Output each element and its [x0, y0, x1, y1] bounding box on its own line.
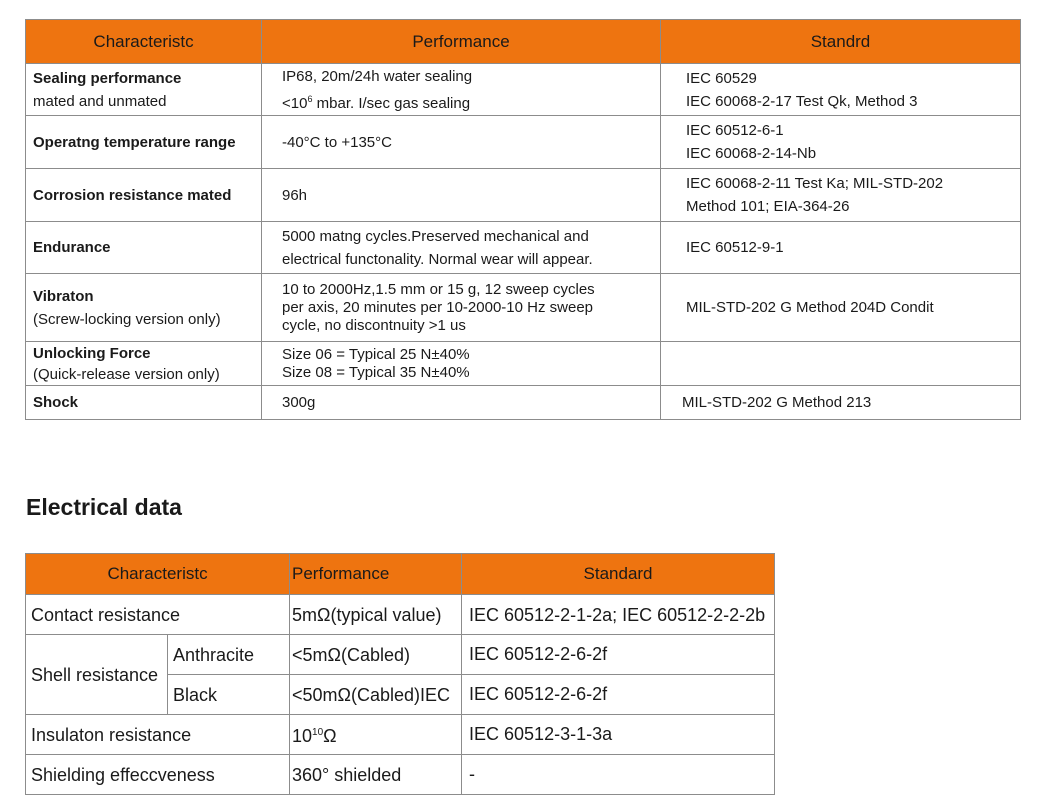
performance-line: 96h — [282, 186, 308, 204]
table-row — [26, 386, 1021, 420]
performance-line: per axis, 20 minutes per 10-2000-10 Hz sweep — [282, 298, 594, 316]
standard-cell: IEC 60512-3-1-3a — [462, 715, 775, 755]
standard-cell — [661, 116, 1021, 169]
table-row — [26, 755, 775, 795]
standard-cell — [661, 64, 1021, 116]
performance-line: 10 to 2000Hz,1.5 mm or 15 g, 12 sweep cycles — [282, 280, 595, 298]
performance-cell — [262, 222, 661, 274]
performance-line: Size 06 = Typical 25 N±40% — [282, 345, 470, 363]
standard-line: IEC 60512-6-1 — [686, 122, 784, 139]
characteristic-cell: Shielding effeccveness — [26, 755, 290, 795]
header-standard: Standard — [462, 554, 775, 595]
characteristic-cell — [26, 274, 262, 342]
performance-cell — [262, 342, 661, 386]
characteristic-name: Shock — [33, 394, 79, 411]
performance-line: 300g — [282, 394, 316, 411]
table-row — [26, 595, 775, 635]
standard-cell: IEC 60512-2-1-2a; IEC 60512-2-2-2b — [462, 595, 775, 635]
performance-line: cycle, no discontnuity >1 us — [282, 316, 466, 334]
performance-cell — [262, 274, 661, 342]
characteristic-name: Vibraton — [33, 287, 94, 305]
performance-cell: <50mΩ(Cabled)IEC — [290, 675, 462, 715]
standard-line: Method 101; EIA-364-26 — [686, 198, 850, 215]
header-standard: Standrd — [661, 20, 1021, 64]
table-row — [26, 274, 1021, 342]
performance-cell — [262, 64, 661, 116]
performance-cell: 360° shielded — [290, 755, 462, 795]
characteristic-name: Operatng temperature range — [33, 133, 236, 151]
characteristic-sub: mated and unmated — [33, 92, 167, 110]
standard-cell: IEC 60512-2-6-2f — [462, 675, 775, 715]
performance-line: $<10^6$ mbar. I/sec gas sealing — [282, 93, 471, 112]
standard-cell: - — [462, 755, 775, 795]
header-characteristic: Characteristc — [26, 554, 290, 595]
sub-characteristic-cell: Anthracite — [168, 635, 290, 675]
table-header-row — [26, 20, 1021, 64]
header-performance: Performance — [290, 554, 462, 595]
standard-line: IEC 60529 — [686, 69, 757, 87]
standard-cell — [661, 342, 1021, 386]
characteristic-name: Unlocking Force — [33, 344, 151, 362]
characteristic-name: Endurance — [33, 239, 111, 256]
characteristic-cell — [26, 169, 262, 222]
characteristic-cell — [26, 342, 262, 386]
section-title: Electrical data — [26, 494, 182, 520]
header-performance: Performance — [262, 20, 661, 64]
performance-line: electrical functonality. Normal wear will appear. — [282, 250, 593, 268]
characteristic-cell — [26, 222, 262, 274]
characteristic-sub: (Screw-locking version only) — [33, 310, 221, 328]
characteristic-cell — [26, 116, 262, 169]
sub-characteristic-cell: Black — [168, 675, 290, 715]
table-row — [26, 715, 775, 755]
table-row — [26, 169, 1021, 222]
mechanical-table — [25, 19, 1021, 420]
performance-cell — [262, 116, 661, 169]
electrical-table — [25, 553, 775, 795]
header-characteristic: Characteristc — [26, 20, 262, 64]
characteristic-cell: Insulaton resistance — [26, 715, 290, 755]
standard-line: MIL-STD-202 G Method 213 — [682, 394, 872, 411]
standard-cell — [661, 222, 1021, 274]
table-row — [26, 222, 1021, 274]
characteristic-name: Sealing performance — [33, 69, 182, 87]
characteristic-sub: (Quick-release version only) — [33, 365, 220, 383]
characteristic-cell — [26, 386, 262, 420]
table-row — [26, 116, 1021, 169]
characteristic-cell: Shell resistance — [26, 635, 168, 715]
characteristic-cell: Contact resistance — [26, 595, 290, 635]
table-row — [26, 635, 775, 675]
performance-cell — [262, 386, 661, 420]
performance-cell: 5mΩ(typical value) — [290, 595, 462, 635]
performance-cell — [262, 169, 661, 222]
standard-line: IEC 60512-9-1 — [686, 239, 784, 256]
standard-cell: IEC 60512-2-6-2f — [462, 635, 775, 675]
table-row — [26, 342, 1021, 386]
characteristic-name: Corrosion resistance mated — [33, 186, 232, 204]
standard-line: IEC 60068-2-14-Nb — [686, 145, 817, 162]
performance-cell: <5mΩ(Cabled) — [290, 635, 462, 675]
standard-line: MIL-STD-202 G Method 204D Condit — [686, 299, 934, 316]
performance-line: -40°C to +135°C — [282, 133, 392, 151]
standard-line: IEC 60068-2-11 Test Ka; MIL-STD-202 — [686, 175, 944, 192]
performance-line: Size 08 = Typical 35 N±40% — [282, 363, 470, 381]
standard-cell — [661, 274, 1021, 342]
performance-line: 5000 matng cycles.Preserved mechanical and — [282, 227, 589, 245]
performance-line: IP68, 20m/24h water sealing — [282, 67, 473, 85]
characteristic-cell — [26, 64, 262, 116]
standard-cell — [661, 386, 1021, 420]
table-row — [26, 64, 1021, 116]
table-header-row — [26, 554, 775, 595]
standard-line: IEC 60068-2-17 Test Qk, Method 3 — [686, 92, 918, 110]
standard-cell — [661, 169, 1021, 222]
performance-cell: $10^{10}\Omega$ — [290, 715, 462, 755]
